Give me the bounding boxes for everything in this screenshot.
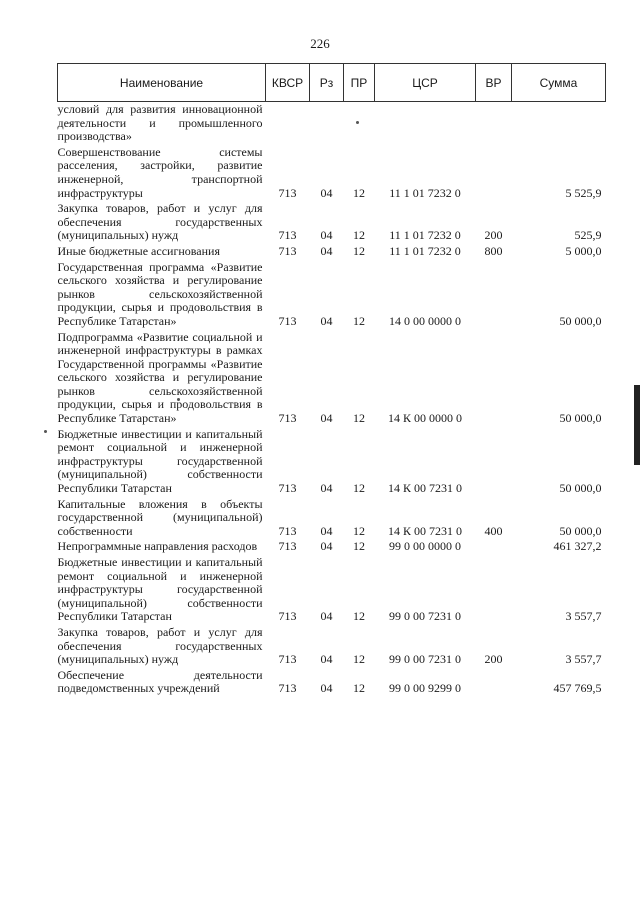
page-number: 226 xyxy=(310,36,330,51)
row-name: Закупка товаров, работ и услуг для обеспечения государственных (муниципальных) нужд xyxy=(57,201,263,243)
row-name: Закупка товаров, работ и услуг для обеспечения государственных (муниципальных) нужд xyxy=(57,624,263,667)
row-kvsr: 713 xyxy=(278,313,297,328)
row-sum: 3 557,7 xyxy=(565,652,602,667)
row-pr: 12 xyxy=(353,228,365,243)
row-pr: 12 xyxy=(353,481,365,496)
row-name: условий для развития инновационной деятельности и промышленного производства» xyxy=(57,102,263,144)
row-kvsr xyxy=(266,102,310,144)
row-rz: 04 xyxy=(320,481,333,496)
row-sum: 50 000,0 xyxy=(559,411,602,426)
row-vr xyxy=(476,259,512,329)
row-name: Непрограммные направления расходов xyxy=(57,539,258,554)
row-kvsr: 713 xyxy=(278,228,297,243)
row-csr: 14 К 00 7231 0 xyxy=(387,523,462,538)
row-kvsr: 713 xyxy=(278,243,297,258)
row-csr: 99 0 00 0000 0 xyxy=(389,539,461,554)
row-vr: 200 xyxy=(484,228,503,243)
row-vr xyxy=(476,667,512,696)
row-csr xyxy=(375,102,476,144)
row-vr xyxy=(476,554,512,624)
row-sum xyxy=(512,102,606,144)
row-kvsr: 713 xyxy=(278,185,297,200)
row-csr: 99 0 00 9299 0 xyxy=(389,681,461,696)
row-rz: 04 xyxy=(320,652,333,667)
table-row xyxy=(58,496,606,539)
header-pr: ПР xyxy=(344,64,375,102)
table-row xyxy=(58,329,606,426)
row-pr: 12 xyxy=(353,243,365,258)
row-kvsr: 713 xyxy=(278,539,297,554)
row-name: Бюджетные инвестиции и капитальный ремонт социальной и инженерной инфраструктуры государственной (муниципальной) собственности Республики Татарстан xyxy=(57,426,263,496)
row-csr: 99 0 00 7231 0 xyxy=(389,609,461,624)
row-rz: 04 xyxy=(320,539,333,554)
row-csr: 14 К 00 7231 0 xyxy=(387,481,462,496)
row-name: Иные бюджетные ассигнования xyxy=(57,243,220,258)
row-sum: 525,9 xyxy=(574,228,602,243)
table-row xyxy=(58,144,606,200)
row-sum: 3 557,7 xyxy=(565,609,602,624)
row-name: Совершенствование системы расселения, застройки, развитие инженерной, транспортной инфраструктуры xyxy=(57,144,263,200)
row-vr xyxy=(476,329,512,426)
row-name: Бюджетные инвестиции и капитальный ремонт социальной и инженерной инфраструктуры государственной (муниципальной) собственности Республики Татарстан xyxy=(57,555,263,624)
row-vr: 800 xyxy=(484,243,503,258)
row-sum: 50 000,0 xyxy=(559,313,602,328)
table-row xyxy=(58,426,606,496)
table-row xyxy=(58,259,606,329)
row-sum: 5 000,0 xyxy=(565,243,602,258)
row-csr: 99 0 00 7231 0 xyxy=(389,652,461,667)
header-rz: Рз xyxy=(310,64,344,102)
row-rz: 04 xyxy=(320,523,333,538)
row-pr: 12 xyxy=(353,681,365,696)
row-rz: 04 xyxy=(320,681,333,696)
row-pr: 12 xyxy=(353,609,365,624)
budget-table xyxy=(57,63,606,696)
row-sum: 50 000,0 xyxy=(559,481,602,496)
row-name: Государственная программа «Развитие сельского хозяйства и регулирование рынков сельскохозяйственной продукции, сырья и продовольствия в Республике Татарстан» xyxy=(57,259,263,328)
row-vr xyxy=(476,102,512,144)
row-kvsr: 713 xyxy=(278,652,297,667)
row-vr xyxy=(476,538,512,554)
row-pr: 12 xyxy=(353,411,365,426)
row-name: Капитальные вложения в объекты государственной (муниципальной) собственности xyxy=(57,496,263,538)
row-kvsr: 713 xyxy=(278,411,297,426)
row-rz: 04 xyxy=(320,609,333,624)
row-rz: 04 xyxy=(320,228,333,243)
row-pr: 12 xyxy=(353,185,365,200)
row-csr: 11 1 01 7232 0 xyxy=(389,185,461,200)
header-sum: Сумма xyxy=(512,64,606,102)
row-vr xyxy=(476,426,512,496)
header-kvsr: КВСР xyxy=(266,64,310,102)
row-rz xyxy=(310,102,344,144)
row-kvsr: 713 xyxy=(278,481,297,496)
table-row xyxy=(58,538,606,554)
row-rz: 04 xyxy=(320,313,333,328)
table-row xyxy=(58,624,606,667)
row-name: Подпрограмма «Развитие социальной и инженерной инфраструктуры в рамках Государственной программы «Развитие сельского хозяйства и регулирование рынков сельскохозяйственной продукции, сырья и продовольствия в Республике Татарстан» xyxy=(57,329,263,426)
row-vr: 400 xyxy=(484,523,503,538)
row-name: Обеспечение деятельности подведомственных учреждений xyxy=(57,667,263,696)
row-pr xyxy=(344,102,375,144)
row-csr: 11 1 01 7232 0 xyxy=(389,228,461,243)
scan-edge-mark xyxy=(634,385,640,465)
row-rz: 04 xyxy=(320,411,333,426)
table-row xyxy=(58,102,606,144)
row-pr: 12 xyxy=(353,313,365,328)
row-pr: 12 xyxy=(353,539,365,554)
row-rz: 04 xyxy=(320,185,333,200)
row-kvsr: 713 xyxy=(278,681,297,696)
table-row xyxy=(58,667,606,696)
row-csr: 14 0 00 0000 0 xyxy=(389,313,461,328)
row-sum: 5 525,9 xyxy=(565,185,602,200)
table-row xyxy=(58,554,606,624)
row-pr: 12 xyxy=(353,523,365,538)
row-sum: 457 769,5 xyxy=(553,681,602,696)
row-pr: 12 xyxy=(353,652,365,667)
row-rz: 04 xyxy=(320,243,333,258)
row-vr xyxy=(476,144,512,200)
row-vr: 200 xyxy=(484,652,503,667)
table-row xyxy=(58,243,606,259)
scan-speck xyxy=(44,430,47,433)
row-sum: 461 327,2 xyxy=(553,539,602,554)
row-csr: 14 К 00 0000 0 xyxy=(387,411,462,426)
row-sum: 50 000,0 xyxy=(559,523,602,538)
table-header xyxy=(58,64,606,102)
row-kvsr: 713 xyxy=(278,523,297,538)
header-name: Наименование xyxy=(58,64,266,102)
header-csr: ЦСР xyxy=(375,64,476,102)
header-vr: ВР xyxy=(476,64,512,102)
row-csr: 11 1 01 7232 0 xyxy=(389,243,461,258)
row-kvsr: 713 xyxy=(278,609,297,624)
table-row xyxy=(58,200,606,243)
